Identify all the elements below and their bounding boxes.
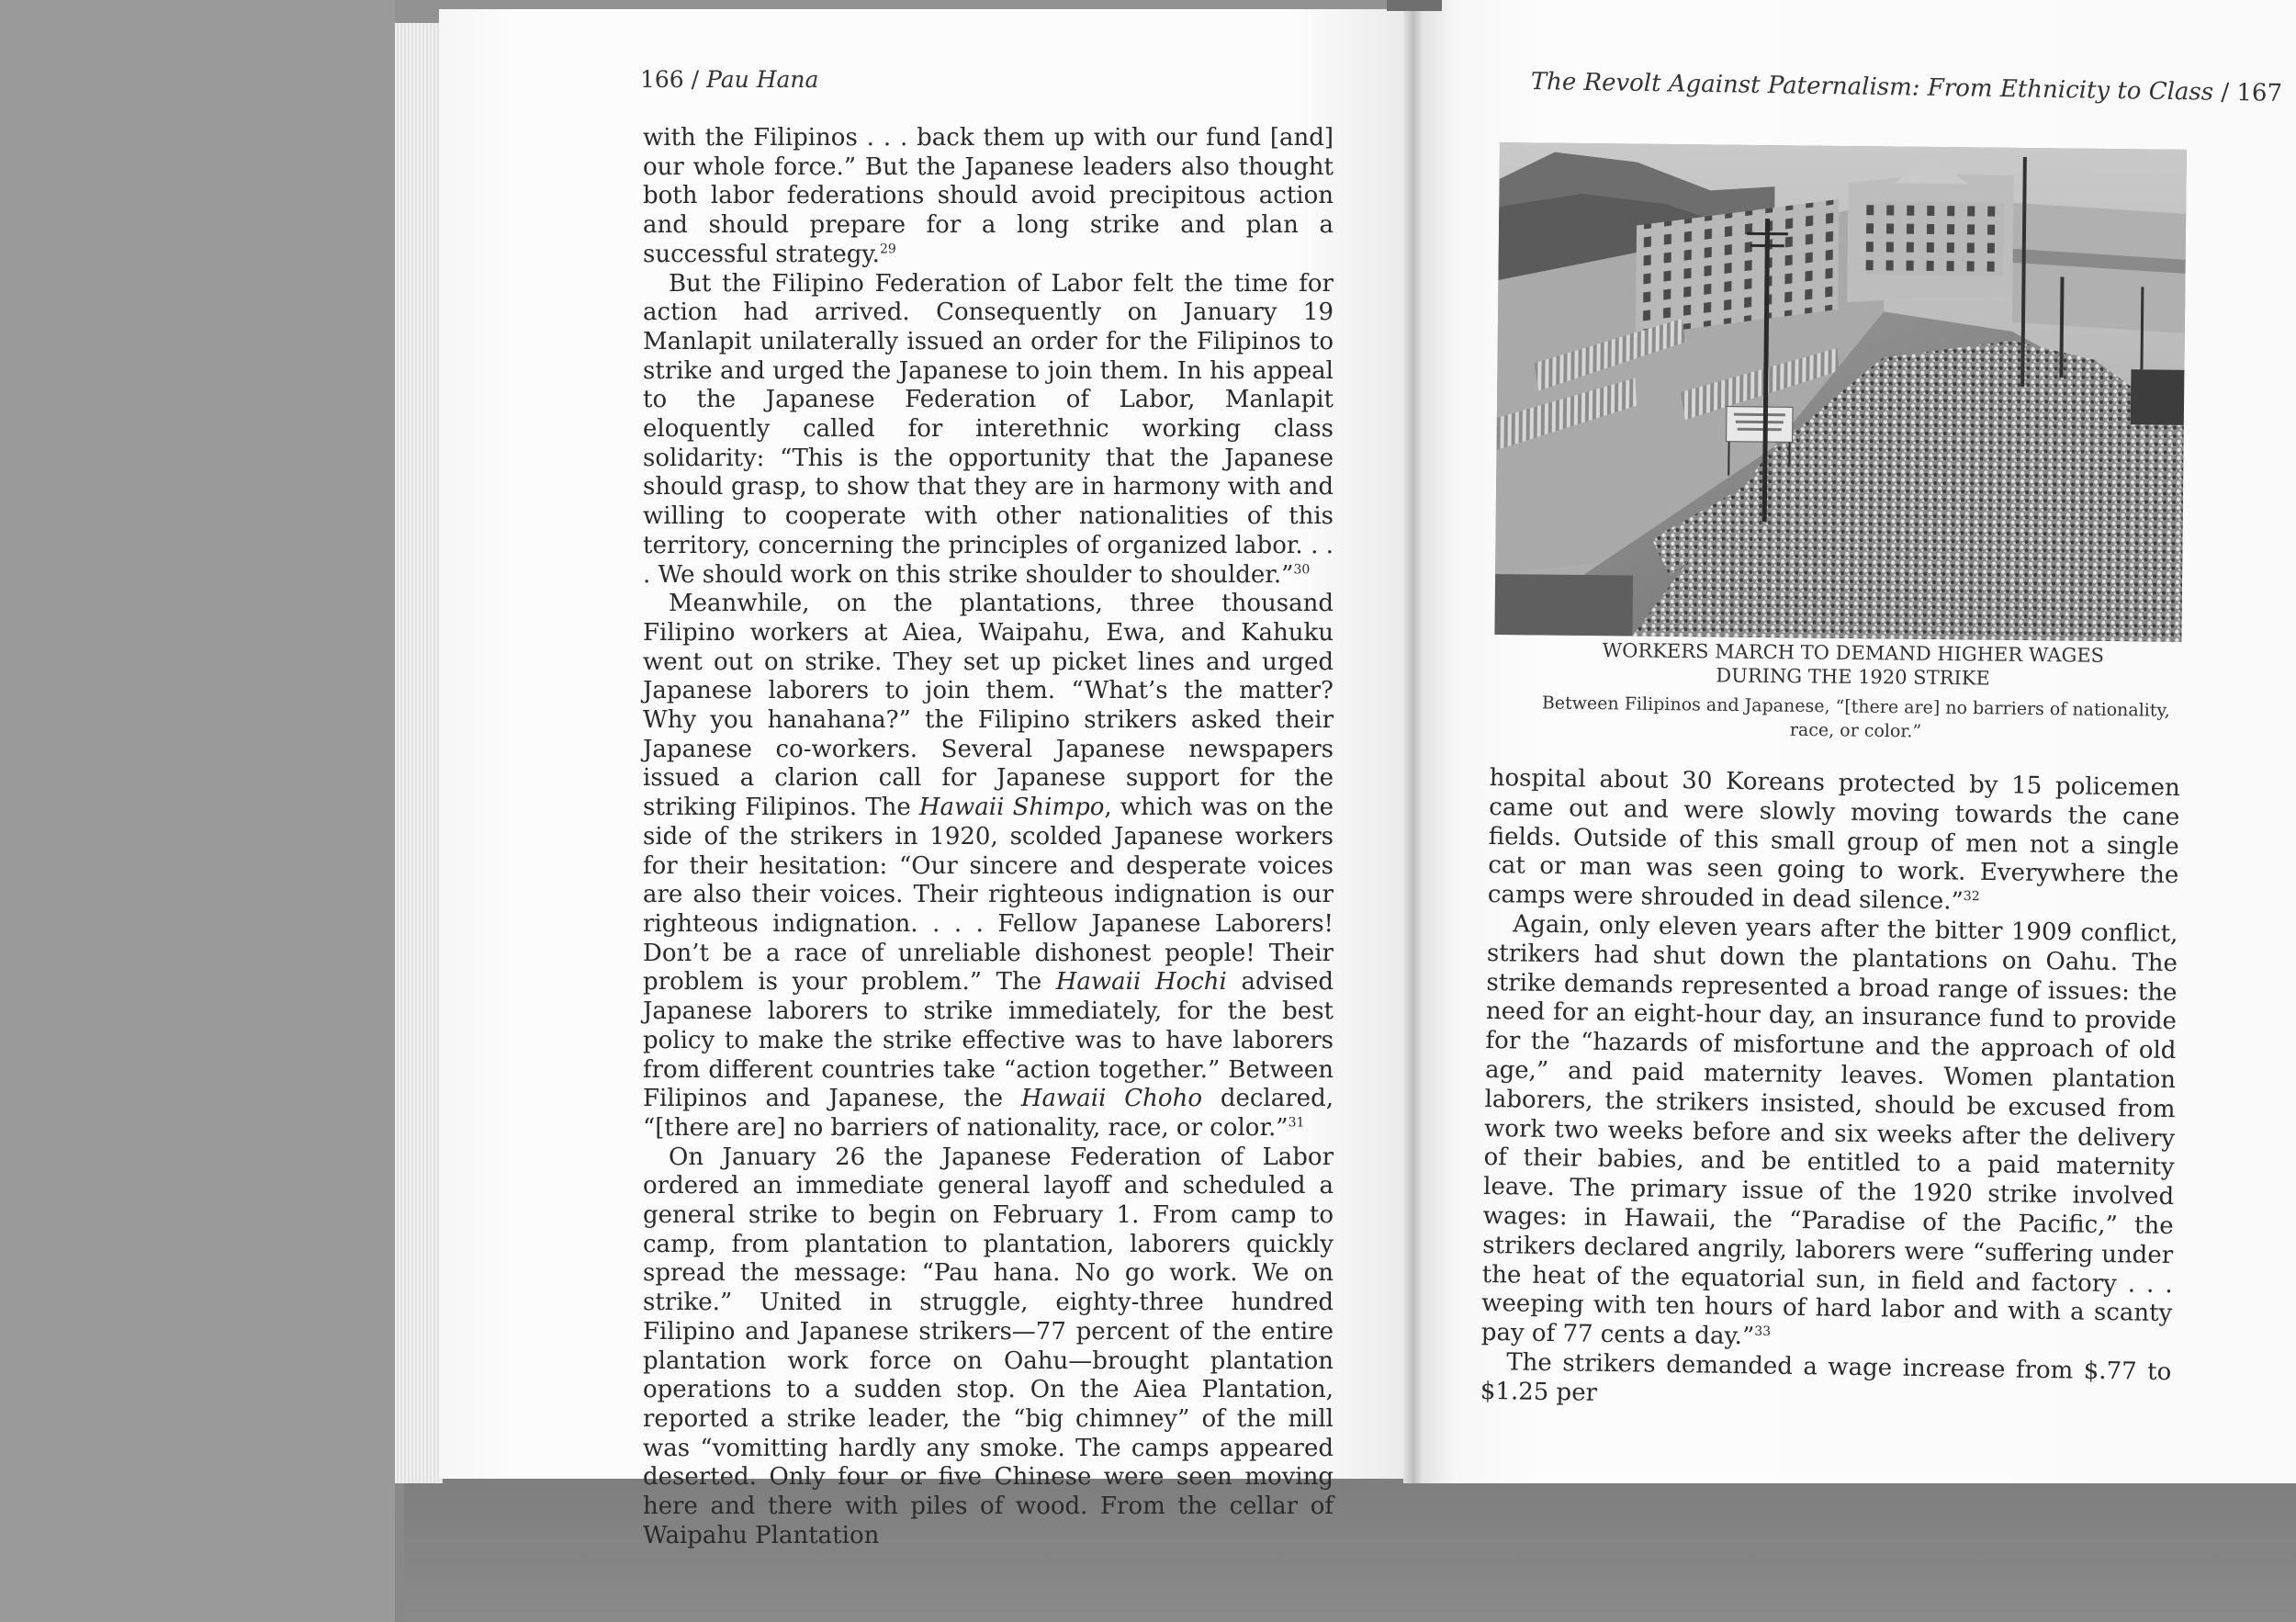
paragraph-text: But the Filipino Federation of Labor felt the time for action had arrived. Consequently on January 19 Manlapit unilaterally issued an order for the Filipinos to strike and urged the Japanese to join them. In his appeal to the Japanese Federation of Labor, Manlapit eloquently called for interethnic working class solidarity: “This is the opportunity that the Japanese should grasp, to show that they are in harmony with and willing to cooperate with other nationalities of this territory, concerning the principles of organized labor. . . . We should work on this strike shoulder to shoulder.”: [643, 269, 1334, 589]
paragraph-text: declared, “[there are] no barriers of nationality, race, or color.”: [643, 1085, 1334, 1142]
paragraph-text: On January 26 the Japanese Federation of Labor ordered an immediate general layoff and scheduled a general strike to begin on February 1. From camp to camp, from plantation to plantation, laborers quickly spread the message: “Pau hana. No go work. We on strike.” United in struggle, eighty-three hundred Filipino and Japanese strikers—77 percent of the entire plantation work force on Oahu—brought plantation operations to a sudden stop. On the Aiea Plantation, reported a strike leader, the “big chimney” of the mill was “vomitting hardly any smoke. The camps appeared deserted. Only four or five Chinese were seen moving here and there with piles of wood. From the cellar of Waipahu Plantation: [643, 1143, 1334, 1549]
paragraph-text: The strikers demanded a wage increase from $.77 to $1.25 per: [1480, 1348, 2172, 1407]
paragraph: [1481, 910, 2178, 1358]
left-running-header: [640, 66, 818, 93]
paragraph: [643, 270, 1334, 591]
footnote-marker: 31: [1288, 1115, 1305, 1131]
left-header-separator: /: [691, 66, 700, 93]
photo-caption-title-line-1: WORKERS MARCH TO DEMAND HIGHER WAGES: [1602, 639, 2105, 667]
paragraph-text: Meanwhile, on the plantations, three thousand Filipino workers at Aiea, Waipahu, Ewa, and Kahuku went out on strike. They set up picket lines and urged Japanese laborers to join them. “What’s the matter? Why you hanahana?” the Filipino strikers asked their Japanese co-workers. Several Japanese newspapers issued a clarion call for Japanese support for the striking Filipinos. The: [643, 590, 1334, 822]
italic-title: Hawaii Hochi: [1055, 968, 1227, 997]
paragraph: [643, 1143, 1334, 1551]
right-header-separator: /: [2221, 78, 2230, 107]
right-page-number: 167: [2236, 79, 2283, 107]
italic-title: Hawaii Choho: [1020, 1085, 1202, 1113]
footnote-marker: 29: [879, 242, 896, 257]
paragraph: [1480, 1348, 2172, 1417]
paragraph-text: with the Filipinos . . . back them up with our fund [and] our whole force.” But the Japanese leaders also thought both labor federations should avoid precipitous action and should prepare for a long strike and plan a successful strategy.: [643, 124, 1334, 268]
spine-top: [1387, 0, 1442, 11]
photo-caption-title-line-2: DURING THE 1920 STRIKE: [1716, 664, 1990, 690]
paragraph-text: , which was on the side of the strikers in 1920, scolded Japanese workers for their hesitation: “Our sincere and desperate voices are also their voices. Their righteous indignation is our righteous indignation. . . . Fellow Japanese Laborers! Don’t be a race of unreliable dishonest people! Their problem is your problem.” The: [643, 794, 1334, 997]
photo-caption-quote: [1510, 691, 2201, 747]
footnote-marker: 30: [1293, 561, 1311, 577]
paragraph: [643, 124, 1334, 270]
book-gutter: [1403, 0, 1424, 1483]
paragraph: [643, 590, 1334, 1143]
footnote-marker: 33: [1754, 1324, 1772, 1340]
scanner-left-area: [0, 0, 395, 1622]
left-body-text: [643, 124, 1334, 1550]
right-body-text: [1480, 764, 2180, 1417]
page-edges: [395, 23, 443, 1483]
strike-march-photo: [1494, 142, 2187, 642]
paragraph-text: Again, only eleven years after the bitter 1909 conflict, strikers had shut down the plantations on Oahu. The strike demands represented a broad range of issues: the need for an eight-hour day, an insurance fund to provide for the “hazards of misfortune and the approach of old age,” and paid maternity leaves. Women plantation laborers, the strikers insisted, should be excused from work two weeks before and six weeks after the delivery of their babies, and be entitled to a paid maternity leave. The primary issue of the 1920 strike involved wages: in Hawaii, the “Paradise of the Pacific,” the strikers declared angrily, laborers were “suffering under the heat of the equatorial sun, in field and factory . . . weeping with ten hours of hard labor and with a scanty pay of 77 cents a day.”: [1480, 910, 2178, 1351]
left-page-number: 166: [640, 66, 684, 93]
left-running-title: Pau Hana: [706, 66, 819, 93]
paragraph-text: advised Japanese laborers to strike immediately, for the best policy to make the strike effective was to have laborers from different countries take “action together.” Between Filipinos and Japanese, the: [643, 968, 1334, 1113]
footnote-marker: 32: [1963, 889, 1980, 905]
italic-title: Hawaii Shimpo: [918, 794, 1105, 822]
right-running-title: The Revolt Against Paternalism: From Ethnicity to Class: [1530, 68, 2214, 107]
paragraph-text: hospital about 30 Koreans protected by 15 policemen came out and were slowly moving towards the cane fields. Outside of this small group of men not a single cat or man was seen going to work. Everywhere the camps were shrouded in dead silence.”: [1487, 764, 2180, 916]
photo-caption-title: [1505, 637, 2200, 693]
paragraph: [1488, 764, 2180, 920]
photo-caption-quote-line-2: race, or color.”: [1789, 719, 1922, 742]
photo-caption-quote-line-1: Between Filipinos and Japanese, “[there are] no barriers of nationality,: [1541, 693, 2170, 721]
